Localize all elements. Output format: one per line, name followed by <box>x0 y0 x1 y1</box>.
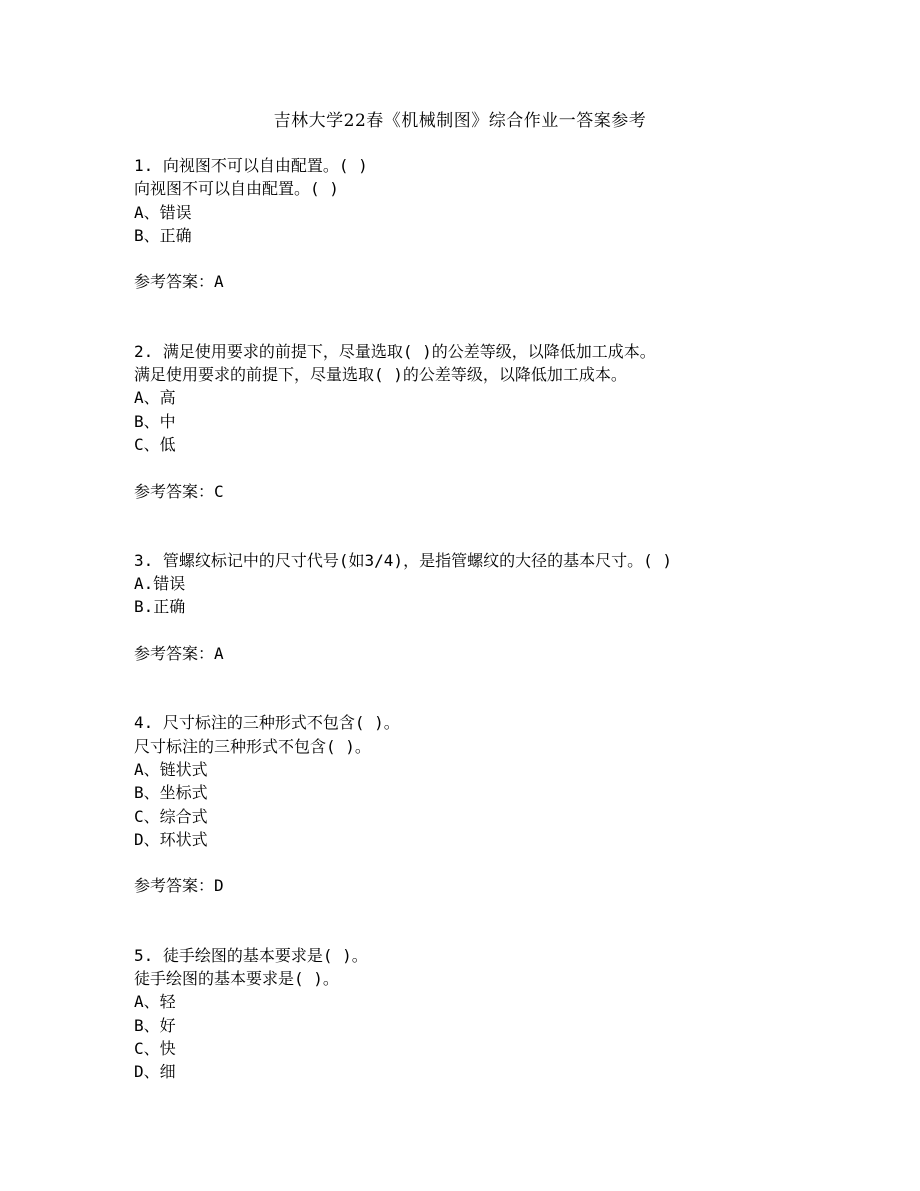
option-a: A、高 <box>134 388 176 408</box>
reference-answer: 参考答案：C <box>134 481 224 501</box>
option-b: B、中 <box>134 411 176 431</box>
question-stem: 徒手绘图的基本要求是( )。 <box>134 969 339 989</box>
question-stem: 满足使用要求的前提下，尽量选取( )的公差等级，以降低加工成本。 <box>134 365 627 385</box>
option-a: A.错误 <box>134 574 186 594</box>
option-b: B、好 <box>134 1015 176 1035</box>
question-stem: 向视图不可以自由配置。( ) <box>134 179 339 199</box>
option-a: A、轻 <box>134 992 176 1012</box>
option-c: C、低 <box>134 434 176 454</box>
option-d: D、环状式 <box>134 829 208 849</box>
question-heading: 2. 满足使用要求的前提下，尽量选取( )的公差等级，以降低加工成本。 <box>134 341 656 361</box>
question-5 <box>134 944 894 1084</box>
reference-answer: 参考答案：D <box>134 876 224 896</box>
option-b: B、正确 <box>134 225 192 245</box>
question-list <box>134 154 894 1084</box>
question-heading: 1. 向视图不可以自由配置。( ) <box>134 156 368 175</box>
question-heading: 3. 管螺纹标记中的尺寸代号(如3/4)，是指管螺纹的大径的基本尺寸。( ) <box>134 550 672 570</box>
option-a: A、错误 <box>134 202 192 222</box>
question-3 <box>134 549 894 665</box>
document-title: 吉林大学22春《机械制图》综合作业一答案参考 <box>273 111 647 131</box>
question-stem: 尺寸标注的三种形式不包含( )。 <box>134 736 371 756</box>
question-heading: 4. 尺寸标注的三种形式不包含( )。 <box>134 713 400 733</box>
option-d: D、细 <box>134 1062 176 1082</box>
option-a: A、链状式 <box>134 759 208 779</box>
reference-answer: 参考答案：A <box>134 644 224 664</box>
reference-answer: 参考答案：A <box>134 272 224 292</box>
option-c: C、快 <box>134 1038 176 1058</box>
question-1 <box>134 154 894 294</box>
question-heading: 5. 徒手绘图的基本要求是( )。 <box>134 945 368 965</box>
question-2 <box>134 340 894 503</box>
option-b: B.正确 <box>134 597 186 617</box>
option-b: B、坐标式 <box>134 783 208 803</box>
question-4 <box>134 711 894 897</box>
option-c: C、综合式 <box>134 806 208 826</box>
